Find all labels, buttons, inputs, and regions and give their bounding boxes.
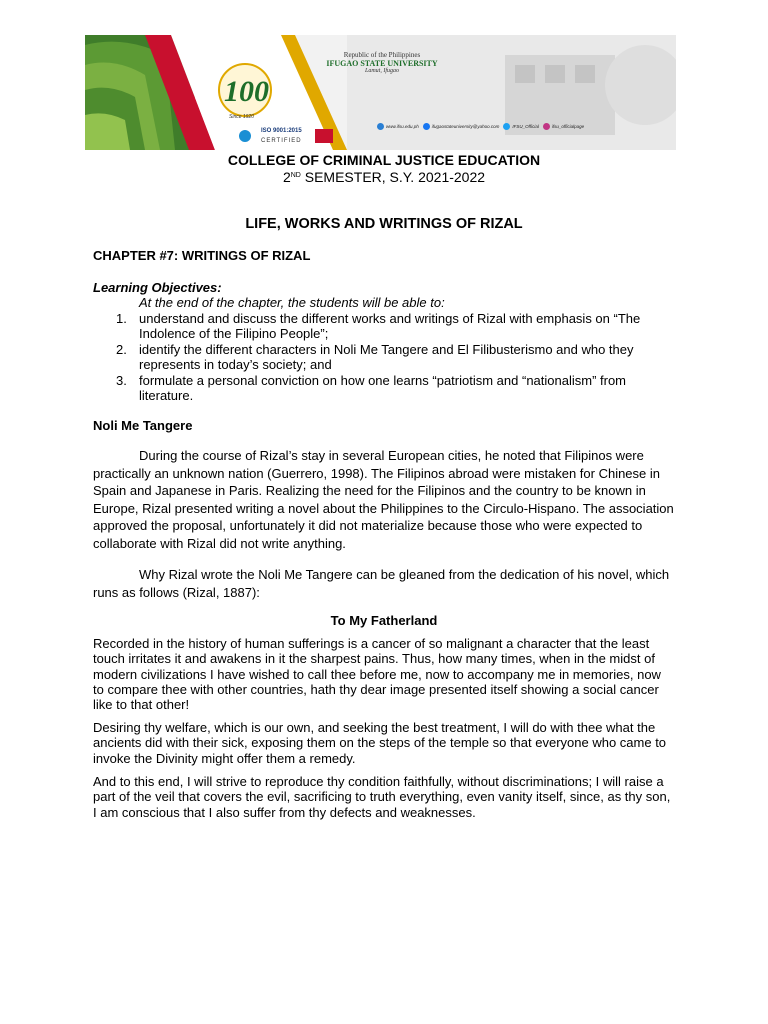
section-heading: Noli Me Tangere xyxy=(93,418,193,433)
since-text: Since 1920 xyxy=(229,114,255,120)
college-title: COLLEGE OF CRIMINAL JUSTICE EDUCATION xyxy=(227,152,541,168)
university-block xyxy=(317,51,447,74)
dedication-paragraph: Desiring thy welfare, which is our own, and seeking the best treatment, I will do with thee what the ancients did with their sick, exposing them on the steps of the temple so that everyone who came to invoke the Divinity might offer them a remedy. xyxy=(93,720,667,766)
dedication-paragraph: Recorded in the history of human sufferings is a cancer of so malignant a character that the least touch irritates it and awakens in it the sharpest pains. Thus, how many times, when in the midst of modern civilizations I have wished to call thee before me, now to accompany me in memories, now to compare thee with other countries, hath thy dear image presented itself showing a social cancer like to that other! xyxy=(93,636,661,713)
svg-text:100: 100 xyxy=(224,75,269,108)
objectives-heading: Learning Objectives: xyxy=(93,280,222,295)
objectives-intro: At the end of the chapter, the students will be able to: xyxy=(139,295,445,310)
university-location: Lamut, Ifugao xyxy=(364,68,399,74)
iso-label: ISO 9001:2015 xyxy=(261,128,302,134)
header-banner xyxy=(85,35,676,150)
paragraph-1: During the course of Rizal’s stay in several European cities, he noted that Filipinos were practically an unknown nation (Guerrero, 1998). The Filipinos abroad were mistaken for Chinese in Spain and Japanese in Paris. Realizing the need for the Filipinos and the country to be known in Europe, Rizal presented writing a novel about the Philippines to the Circulo-Hispano. The association approved the proposal, unfortunately it did not materialize because those who were expected to collaborate with Rizal did not write anything. xyxy=(93,448,674,551)
social-twitter[interactable]: IFSU_Official xyxy=(503,123,539,130)
facebook-icon xyxy=(423,123,430,130)
dedication-paragraph: And to this end, I will strive to reproduce thy condition faithfully, without discriminations; I will raise a part of the veil that covers the evil, sacrificing to truth everything, even vanity itself, since, as thy son, I am conscious that I also suffer from thy defects and weaknesses. xyxy=(93,774,671,820)
republic-text: Republic of the Philippines xyxy=(343,51,421,59)
semester-line: 2ND SEMESTER, S.Y. 2021-2022 xyxy=(282,169,486,185)
list-item: 3. formulate a personal conviction on how one learns “patriotism and “nationalism” from literature. xyxy=(116,372,627,404)
social-website[interactable]: www.ifsu.edu.ph xyxy=(377,123,419,130)
objectives-list xyxy=(93,311,675,403)
instagram-icon xyxy=(543,123,550,130)
twitter-icon xyxy=(503,123,510,130)
course-title: LIFE, WORKS AND WRITINGS OF RIZAL xyxy=(245,216,523,232)
list-item: 2. identify the different characters in Noli Me Tangere and El Filibusterismo and who they represents in today’s society; and xyxy=(116,341,634,373)
list-item: 1. understand and discuss the different works and writings of Rizal with emphasis on “The Indolence of the Filipino People”; xyxy=(116,311,641,342)
social-facebook[interactable]: ifugaostateuniversity@yahoo.com xyxy=(423,123,500,130)
social-instagram[interactable]: ifsu_officialpage xyxy=(543,123,584,130)
iso-certified: CERTIFIED xyxy=(261,138,302,144)
social-bar xyxy=(377,121,671,131)
paragraph-2: Why Rizal wrote the Noli Me Tangere can be gleaned from the dedication of his novel, which runs as follows (Rizal, 1887): xyxy=(93,567,670,600)
globe-icon xyxy=(377,123,384,130)
dedication-title: To My Fatherland xyxy=(330,613,438,628)
university-name: IFUGAO STATE UNIVERSITY xyxy=(326,59,438,68)
chapter-heading: CHAPTER #7: WRITINGS OF RIZAL xyxy=(93,248,311,263)
